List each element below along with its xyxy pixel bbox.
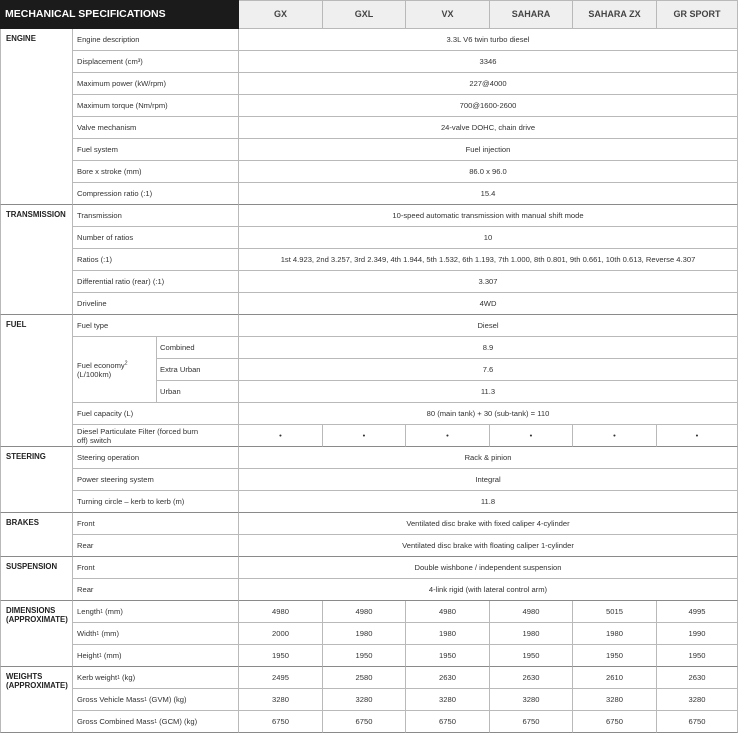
- spec-label: Maximum torque (Nm/rpm): [73, 95, 239, 117]
- grade-value: 2630: [490, 667, 573, 689]
- grade-value: 1950: [490, 645, 573, 667]
- spec-label: Transmission: [73, 205, 239, 227]
- grade-header-gxl: GXL: [323, 0, 406, 29]
- availability-dot: •: [239, 425, 323, 447]
- spec-label: Width 1 (mm): [73, 623, 239, 645]
- grade-value: 3280: [323, 689, 406, 711]
- section-transmission: TRANSMISSION: [0, 205, 73, 315]
- grade-value: 4980: [406, 601, 490, 623]
- spec-value: Rack & pinion: [239, 447, 738, 469]
- grade-value: 1980: [490, 623, 573, 645]
- spec-label-text: Height: [77, 651, 99, 660]
- grade-value: 1950: [657, 645, 738, 667]
- spec-value: 700@1600-2600: [239, 95, 738, 117]
- grade-value: 2000: [239, 623, 323, 645]
- spec-label: Kerb weight 1 (kg): [73, 667, 239, 689]
- grade-value: 4995: [657, 601, 738, 623]
- spec-label: Steering operation: [73, 447, 239, 469]
- spec-label: Height 1 (mm): [73, 645, 239, 667]
- spec-value: 227@4000: [239, 73, 738, 95]
- spec-value: 3346: [239, 51, 738, 73]
- spec-label: Compression ratio (:1): [73, 183, 239, 205]
- spec-label: Power steering system: [73, 469, 239, 491]
- spec-label: Valve mechanism: [73, 117, 239, 139]
- grade-value: 2580: [323, 667, 406, 689]
- grade-value: 3280: [657, 689, 738, 711]
- grade-value: 1950: [239, 645, 323, 667]
- grade-value: 1980: [573, 623, 657, 645]
- section-engine: ENGINE: [0, 29, 73, 205]
- spec-label: Number of ratios: [73, 227, 239, 249]
- availability-dot: •: [406, 425, 490, 447]
- grade-value: 3280: [490, 689, 573, 711]
- grade-value: 3280: [239, 689, 323, 711]
- spec-label-text: Kerb weight: [77, 673, 118, 682]
- spec-value: Integral: [239, 469, 738, 491]
- spec-label: Front: [73, 557, 239, 579]
- availability-dot: •: [323, 425, 406, 447]
- spec-label: Gross Vehicle Mass 1 (GVM) (kg): [73, 689, 239, 711]
- table-title: MECHANICAL SPECIFICATIONS: [0, 0, 239, 29]
- section-dimensions: DIMENSIONS (APPROXIMATE): [0, 601, 73, 667]
- grade-header-gr-sport: GR SPORT: [657, 0, 738, 29]
- spec-unit: (GCM) (kg): [159, 717, 198, 726]
- grade-value: 1950: [406, 645, 490, 667]
- spec-value: 10-speed automatic transmission with manual shift mode: [239, 205, 738, 227]
- spec-label: Differential ratio (rear) (:1): [73, 271, 239, 293]
- spec-label: Displacement (cm³): [73, 51, 239, 73]
- spec-value: Diesel: [239, 315, 738, 337]
- spec-value: Double wishbone / independent suspension: [239, 557, 738, 579]
- spec-label-text: Length: [77, 607, 101, 616]
- spec-label: Rear: [73, 535, 239, 557]
- spec-label: Fuel capacity (L): [73, 403, 239, 425]
- spec-value: 4WD: [239, 293, 738, 315]
- grade-value: 6750: [406, 711, 490, 733]
- spec-value: 3.307: [239, 271, 738, 293]
- grade-value: 4980: [323, 601, 406, 623]
- spec-label: Diesel Particulate Filter (forced burn off) switch: [73, 425, 239, 447]
- section-steering: STEERING: [0, 447, 73, 513]
- grade-value: 6750: [657, 711, 738, 733]
- spec-label: Driveline: [73, 293, 239, 315]
- grade-value: 6750: [323, 711, 406, 733]
- spec-value: 7.6: [239, 359, 738, 381]
- grade-value: 6750: [239, 711, 323, 733]
- spec-label: Turning circle – kerb to kerb (m): [73, 491, 239, 513]
- grade-value: 1950: [323, 645, 406, 667]
- grade-value: 2630: [406, 667, 490, 689]
- spec-value: 86.0 x 96.0: [239, 161, 738, 183]
- grade-header-sahara: SAHARA: [490, 0, 573, 29]
- spec-sublabel: Urban: [157, 381, 239, 403]
- grade-value: 4980: [239, 601, 323, 623]
- spec-value: 4-link rigid (with lateral control arm): [239, 579, 738, 601]
- grade-value: 6750: [490, 711, 573, 733]
- section-fuel: FUEL: [0, 315, 73, 447]
- grade-header-sahara-zx: SAHARA ZX: [573, 0, 657, 29]
- spec-unit: (kg): [122, 673, 136, 682]
- spec-value: 11.3: [239, 381, 738, 403]
- grade-value: 2610: [573, 667, 657, 689]
- spec-value: 8.9: [239, 337, 738, 359]
- spec-sublabel: Combined: [157, 337, 239, 359]
- spec-value: 80 (main tank) + 30 (sub-tank) = 110: [239, 403, 738, 425]
- spec-unit: (GVM) (kg): [149, 695, 187, 704]
- spec-label: Ratios (:1): [73, 249, 239, 271]
- grade-value: 3280: [573, 689, 657, 711]
- grade-value: 5015: [573, 601, 657, 623]
- section-suspension: SUSPENSION: [0, 557, 73, 601]
- fuel-economy-unit: (L/100km): [77, 369, 112, 379]
- grade-value: 1980: [406, 623, 490, 645]
- spec-label: Rear: [73, 579, 239, 601]
- spec-value: Fuel injection: [239, 139, 738, 161]
- spec-label: Gross Combined Mass 1 (GCM) (kg): [73, 711, 239, 733]
- grade-value: 3280: [406, 689, 490, 711]
- spec-label-text: Gross Vehicle Mass: [77, 695, 145, 704]
- spec-unit: (mm): [105, 607, 123, 616]
- spec-label-text: Width: [77, 629, 97, 638]
- spec-value: 3.3L V6 twin turbo diesel: [239, 29, 738, 51]
- fuel-economy-label: [73, 337, 157, 403]
- grade-value: 1990: [657, 623, 738, 645]
- availability-dot: •: [490, 425, 573, 447]
- spec-label: Front: [73, 513, 239, 535]
- section-brakes: BRAKES: [0, 513, 73, 557]
- spec-value: 24-valve DOHC, chain drive: [239, 117, 738, 139]
- spec-unit: (mm): [103, 651, 122, 660]
- fuel-economy-label-text: Fuel economy$^2$: [77, 359, 128, 370]
- grade-value: 2495: [239, 667, 323, 689]
- spec-value: 1st 4.923, 2nd 3.257, 3rd 2.349, 4th 1.944, 5th 1.532, 6th 1.193, 7th 1.000, 8th 0.801, 9th 0.661, 10th 0.613, Reverse 4.307: [239, 249, 738, 271]
- grade-value: 6750: [573, 711, 657, 733]
- spec-value: Ventilated disc brake with floating caliper 1-cylinder: [239, 535, 738, 557]
- spec-label: Bore x stroke (mm): [73, 161, 239, 183]
- grade-header-gx: GX: [239, 0, 323, 29]
- spec-label: Maximum power (kW/rpm): [73, 73, 239, 95]
- spec-value: 15.4: [239, 183, 738, 205]
- grade-value: 1980: [323, 623, 406, 645]
- spec-value: 11.8: [239, 491, 738, 513]
- grade-value: 1950: [573, 645, 657, 667]
- spec-label-text: Gross Combined Mass: [77, 717, 155, 726]
- spec-sublabel: Extra Urban: [157, 359, 239, 381]
- spec-label: Engine description: [73, 29, 239, 51]
- spec-value: 10: [239, 227, 738, 249]
- grade-value: 4980: [490, 601, 573, 623]
- availability-dot: •: [657, 425, 738, 447]
- spec-value: Ventilated disc brake with fixed caliper 4-cylinder: [239, 513, 738, 535]
- grade-header-vx: VX: [406, 0, 490, 29]
- spec-label: Length 1 (mm): [73, 601, 239, 623]
- spec-label: Fuel system: [73, 139, 239, 161]
- section-weights: WEIGHTS (APPROXIMATE): [0, 667, 73, 733]
- availability-dot: •: [573, 425, 657, 447]
- spec-unit: (mm): [101, 629, 120, 638]
- spec-label: Fuel type: [73, 315, 239, 337]
- grade-value: 2630: [657, 667, 738, 689]
